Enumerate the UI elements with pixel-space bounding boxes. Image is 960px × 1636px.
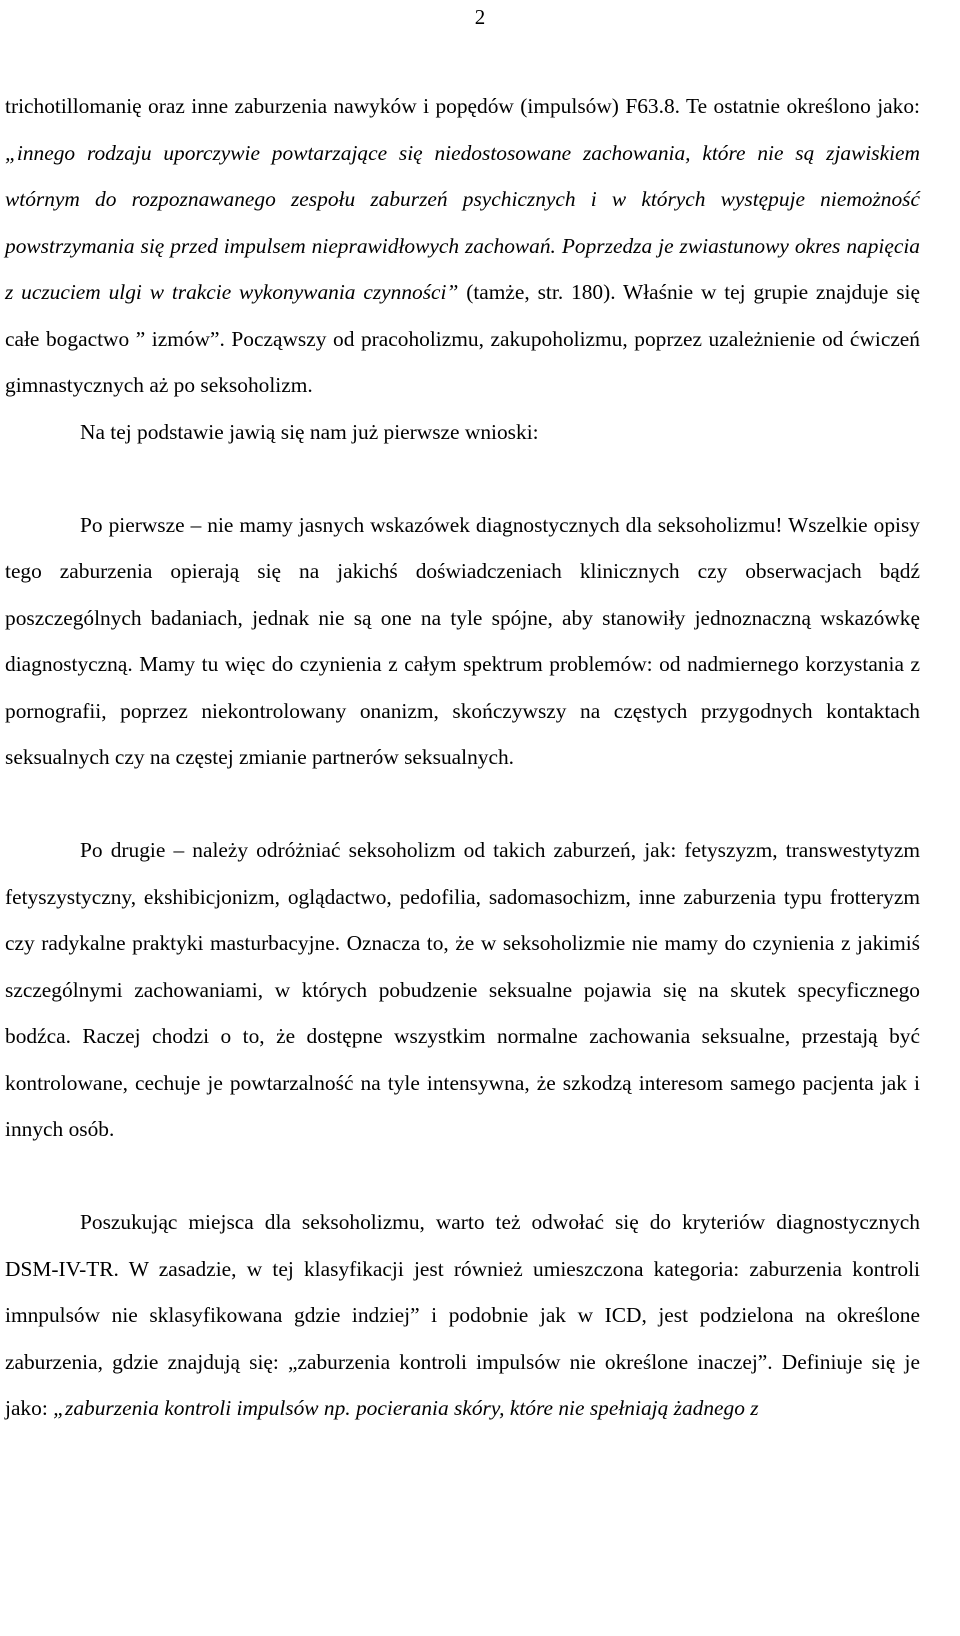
- document-body: [5, 83, 920, 1432]
- text-run: Na tej podstawie jawią się nam już pierwsze wnioski:: [80, 419, 539, 444]
- italic-quote: „zaburzenia kontroli impulsów np. pocierania skóry, które nie spełniają żadnego z: [53, 1396, 759, 1420]
- text-run: trichotillomanię oraz inne zaburzenia nawyków i popędów (impulsów) F63.8. Te ostatnie określono jako:: [5, 94, 920, 118]
- paragraph-first-conclusion: [5, 502, 920, 781]
- text-run: Po pierwsze – nie mamy jasnych wskazówek diagnostycznych dla seksoholizmu! Wszelkie opisy tego zaburzenia opierają się na jakichś doświadczeniach klinicznych czy obserwacjach bądź poszczególnych badaniach, jednak nie są one na tyle spójne, aby stanowiły jednoznaczną wskazówkę diagnostyczną. Mamy tu więc do czynienia z całym spektrum problemów: od nadmiernego korzystania z pornografii, poprzez niekontrolowany onanizm, skończywszy na częstych przygodnych kontaktach seksualnych czy na częstej zmianie partnerów seksualnych.: [5, 512, 920, 769]
- paragraph-spacer: [5, 455, 920, 502]
- text-run: Po drugie – należy odróżniać seksoholizm od takich zaburzeń, jak: fetyszyzm, transwestytyzm fetyszystyczny, ekshibicjonizm, oglądactwo, pedofilia, sadomasochizm, inne zaburzenia typu frotteryzm czy radykalne praktyki masturbacyjne. Oznacza to, że w seksoholizmie nie mamy do czynienia z jakimiś szczególnymi zachowaniami, w których pobudzenie seksualne pojawia się na skutek specyficznego bodźca. Raczej chodzi o to, że dostępne wszystkim normalne zachowania seksualne, przestają być kontrolowane, cechuje je powtarzalność na tyle intensywna, że szkodzą interesom samego pacjenta jak i innych osób.: [5, 838, 920, 1141]
- page-number: 2: [474, 5, 486, 29]
- paragraph-impulse-disorders: [5, 83, 920, 409]
- paragraph-conclusions-intro: [5, 409, 920, 456]
- text-run: (tamże, str. 180). Właśnie w tej grupie znajduje się całe bogactwo ” izmów”. Począwszy od pracoholizmu, zakupoholizmu, poprzez uzależnienie od ćwiczeń gimnastycznych aż po seksoholizm.: [5, 280, 920, 397]
- paragraph-dsm-criteria: [5, 1199, 920, 1432]
- text-run: Poszukując miejsca dla seksoholizmu, warto też odwołać się do kryteriów diagnostycznych DSM-IV-TR. W zasadzie, w tej klasyfikacji jest również umieszczona kategoria: zaburzenia kontroli imnpulsów nie sklasyfikowana gdzie indziej” i podobnie jak w ICD, jest podzielona na określone zaburzenia, gdzie znajdują się: „zaburzenia kontroli impulsów nie określone inaczej”. Definiuje się je jako:: [5, 1210, 920, 1420]
- paragraph-second-conclusion: [5, 827, 920, 1153]
- italic-quote: „innego rodzaju uporczywie powtarzające się niedostosowane zachowania, które nie są zjawiskiem wtórnym do rozpoznawanego zespołu zaburzeń psychicznych i w których występuje niemożność powstrzymania się przed impulsem nieprawidłowych zachowań. Poprzedza je zwiastunowy okres napięcia z uczuciem ulgi w trakcie wykonywania czynności”: [5, 140, 920, 304]
- paragraph-spacer: [5, 781, 920, 828]
- paragraph-spacer: [5, 1153, 920, 1200]
